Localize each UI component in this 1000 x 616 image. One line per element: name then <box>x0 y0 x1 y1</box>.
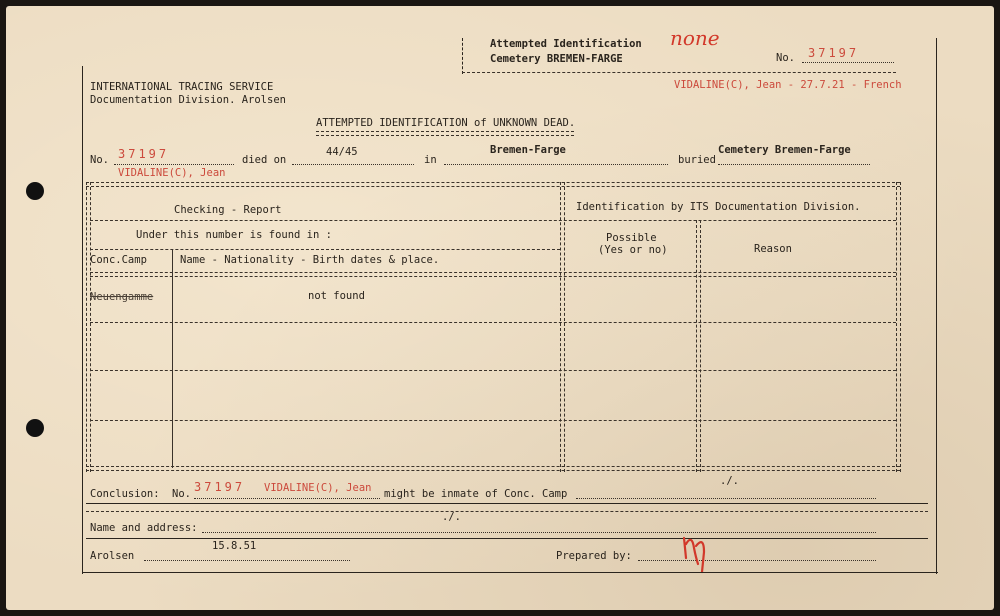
card-bottom-rule <box>82 572 938 573</box>
table-bottom-border <box>86 466 900 471</box>
table-possible-divider <box>696 220 701 472</box>
table-right-border <box>896 182 901 472</box>
footer-place: Arolsen <box>90 550 135 562</box>
handwritten-initial-signature <box>674 528 714 574</box>
footer-date-dots <box>144 560 350 561</box>
header-box-left-edge <box>462 38 463 74</box>
handwritten-none: none <box>670 26 720 50</box>
record-buried-dots <box>718 164 870 165</box>
col-name-nationality: Name - Nationality - Birth dates & place. <box>180 254 440 266</box>
form-title: ATTEMPTED IDENTIFICATION of UNKNOWN DEAD. <box>316 117 576 129</box>
conclusion-camp-value: ./. <box>720 475 739 487</box>
row1-result: not found <box>308 290 365 302</box>
record-in-label: in <box>424 154 437 166</box>
table-line-row2 <box>90 370 896 371</box>
conclusion-text: might be inmate of Conc. Camp <box>384 488 568 500</box>
record-name: VIDALINE(C), Jean <box>118 167 226 179</box>
conclusion-rule-1 <box>86 503 928 504</box>
record-died-value: 44/45 <box>326 146 358 158</box>
header-no-dots <box>802 62 894 63</box>
table-line-row1 <box>90 322 896 323</box>
conclusion-no-value: 37197 <box>194 480 246 494</box>
title-underline <box>316 131 574 136</box>
conclusion-no-dots <box>194 498 380 499</box>
org-division: Documentation Division. Arolsen <box>90 94 286 106</box>
header-no-value: 37197 <box>808 46 860 60</box>
punch-hole-top <box>26 182 44 200</box>
col-reason: Reason <box>754 243 792 255</box>
subject-stamp: VIDALINE(C), Jean - 27.7.21 - French <box>674 79 902 91</box>
col-conc-camp: Conc.Camp <box>90 254 147 266</box>
checking-report-header: Checking - Report <box>174 204 282 216</box>
table-top-border <box>86 182 900 187</box>
under-number-header: Under this number is found in : <box>136 229 332 241</box>
table-line-row3 <box>90 420 896 421</box>
table-camp-divider <box>172 250 173 468</box>
table-middle-divider <box>560 182 565 472</box>
header-box-title: Attempted Identification <box>490 38 642 50</box>
record-no-label: No. <box>90 154 109 166</box>
header-box-right-edge <box>936 38 937 574</box>
name-address-value: ./. <box>442 511 461 523</box>
header-box-cemetery: Cemetery BREMEN-FARGE <box>490 53 623 65</box>
record-in-value: Bremen-Farge <box>490 144 566 156</box>
conclusion-no-label: No. <box>172 488 191 500</box>
record-died-label: died on <box>242 154 287 166</box>
record-buried-label: buried <box>678 154 716 166</box>
card-left-edge <box>82 66 83 574</box>
conclusion-label: Conclusion: <box>90 488 160 500</box>
col-possible: Possible <box>606 232 657 244</box>
row1-camp: Neuengamme <box>90 291 154 303</box>
conclusion-camp-dots <box>576 498 876 499</box>
name-address-dots <box>202 532 876 533</box>
record-buried-value: Cemetery Bremen-Farge <box>718 144 851 156</box>
record-no-value: 37197 <box>118 147 170 161</box>
header-box-bottom-edge <box>462 72 896 73</box>
conclusion-rule-2 <box>86 511 928 512</box>
identification-header: Identification by ITS Documentation Division. <box>576 201 861 213</box>
name-address-rule <box>86 538 928 539</box>
record-no-dots <box>114 164 234 165</box>
conclusion-name: VIDALINE(C), Jean <box>264 482 372 494</box>
table-line-under-number <box>90 249 560 250</box>
table-line-columns <box>90 272 896 277</box>
name-address-label: Name and address: <box>90 522 198 534</box>
record-in-dots <box>444 164 668 165</box>
record-died-dots <box>292 164 414 165</box>
org-name: INTERNATIONAL TRACING SERVICE <box>90 81 274 93</box>
punch-hole-bottom <box>26 419 44 437</box>
footer-date: 15.8.51 <box>212 540 257 552</box>
table-line-header <box>90 220 896 221</box>
header-no-label: No. <box>776 52 795 64</box>
footer-prepared-label: Prepared by: <box>556 550 632 562</box>
record-card <box>6 6 994 610</box>
table-left-border <box>86 182 91 472</box>
col-possible-sub: (Yes or no) <box>598 244 668 256</box>
